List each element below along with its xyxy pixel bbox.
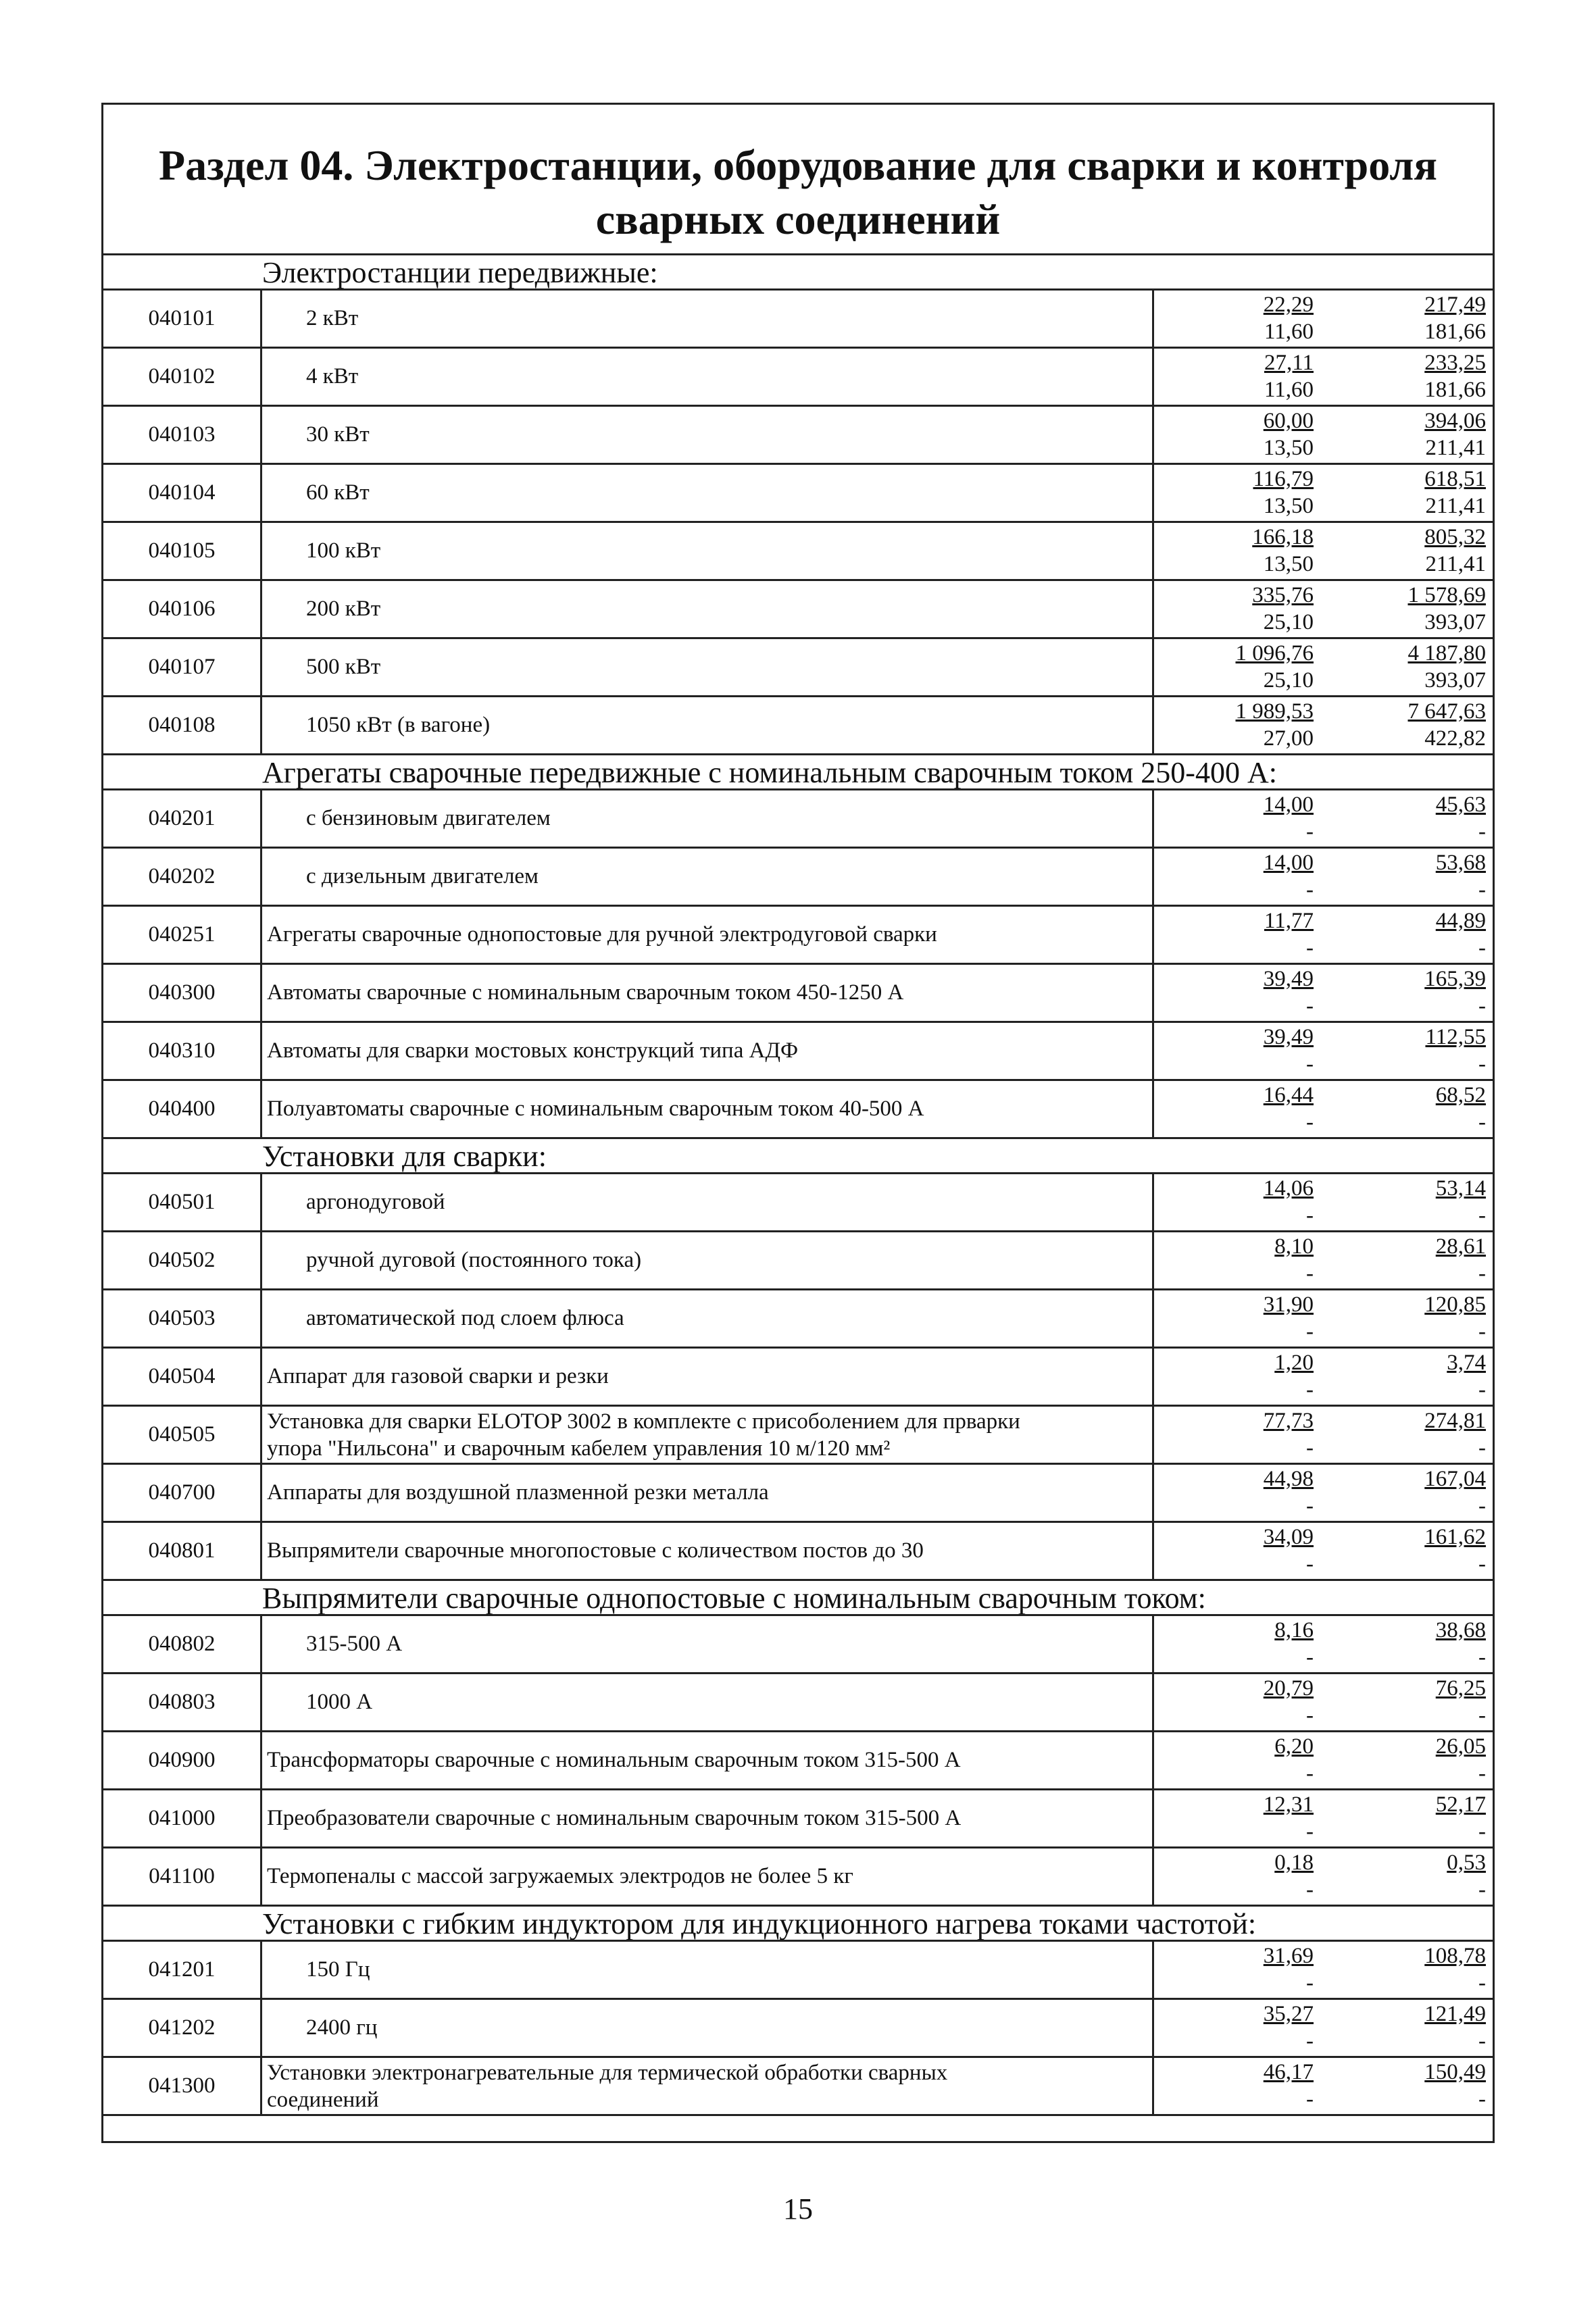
wage-value-2: - [1478,2087,1486,2111]
wage-value-2: - [1478,2029,1486,2053]
price-value-2: 165,39 [1424,967,1486,991]
row-values [1152,1407,1493,1463]
row-values [1152,1942,1493,1998]
price-value-1: 27,11 [1264,351,1314,375]
price-value-1: 39,49 [1263,967,1314,991]
row-values [1152,581,1493,637]
row-name: Выпрямители сварочные многопостовые с количеством постов до 30 [267,1538,924,1563]
price-value-1: 335,76 [1252,583,1314,607]
wage-value-1: 25,10 [1263,610,1314,634]
wage-value-2: - [1478,1319,1486,1344]
table-row [103,847,1493,905]
price-value-1: 34,09 [1263,1525,1314,1549]
table-row [103,1347,1493,1405]
table-row [103,1230,1493,1288]
wage-value-1: - [1306,1319,1314,1344]
row-values [1152,907,1493,963]
wage-value-2: - [1478,994,1486,1018]
price-value-1: 8,10 [1274,1234,1314,1259]
price-value-1: 1 096,76 [1235,641,1314,665]
row-code: 040310 [103,1023,262,1079]
row-name: 4 кВт [306,364,359,388]
wage-value-2: - [1478,1819,1486,1844]
wage-value-2: - [1478,1436,1486,1460]
price-value-2: 76,25 [1435,1676,1486,1701]
table-row [103,347,1493,405]
row-code: 040108 [103,697,262,753]
row-values [1152,1174,1493,1230]
row-name: автоматической под слоем флюса [306,1306,624,1330]
price-value-2: 68,52 [1435,1083,1486,1107]
row-values [1152,1023,1493,1079]
section-title [103,139,1493,247]
table-row [103,788,1493,847]
wage-value-1: - [1306,1819,1314,1844]
row-name: Термопеналы с массой загружаемых электродов не более 5 кг [267,1864,853,1888]
wage-value-1: - [1306,1203,1314,1228]
price-table [103,253,1493,2116]
price-value-1: 44,98 [1263,1467,1314,1491]
row-name-line-1: Установка для сварки ELOTOP 3002 в комплекте с присоболением для прварки [267,1409,1020,1434]
group-header [103,1137,1493,1172]
table-row [103,1940,1493,1998]
price-value-2: 217,49 [1424,293,1486,317]
price-value-2: 120,85 [1424,1292,1486,1317]
row-values [1152,2058,1493,2114]
wage-value-2: 211,41 [1425,494,1486,518]
row-name: 30 кВт [306,422,370,447]
wage-value-1: - [1306,1052,1314,1076]
price-value-1: 46,17 [1263,2060,1314,2084]
group-header-label: Электростанции передвижные: [262,256,658,289]
row-name: с дизельным двигателем [306,864,539,888]
price-value-1: 31,90 [1263,1292,1314,1317]
price-value-2: 394,06 [1424,409,1486,433]
price-value-1: 166,18 [1252,525,1314,549]
row-code: 040503 [103,1290,262,1347]
row-code: 041201 [103,1942,262,1998]
wage-value-1: - [1306,1761,1314,1786]
table-row [103,1079,1493,1137]
row-code: 040900 [103,1732,262,1788]
price-value-1: 8,16 [1274,1618,1314,1642]
row-name [267,2058,1247,2115]
wage-value-2: - [1478,878,1486,902]
wage-value-2: - [1478,1645,1486,1669]
row-code: 041000 [103,1790,262,1846]
table-row [103,1172,1493,1230]
row-values [1152,1732,1493,1788]
group-header-label: Установки с гибким индуктором для индукционного нагрева токами частотой: [262,1907,1257,1940]
row-values [1152,849,1493,905]
row-name: Аппарат для газовой сварки и резки [267,1364,609,1388]
wage-value-1: - [1306,936,1314,960]
price-value-2: 45,63 [1435,793,1486,817]
row-code: 041202 [103,2000,262,2056]
row-code: 040102 [103,349,262,405]
price-value-1: 14,00 [1263,793,1314,817]
wage-value-1: - [1306,878,1314,902]
row-code: 040202 [103,849,262,905]
row-values [1152,1848,1493,1905]
table-row [103,521,1493,579]
wage-value-2: 211,41 [1425,436,1486,460]
wage-value-1: 13,50 [1263,552,1314,576]
row-name: 1000 А [306,1690,373,1714]
wage-value-1: - [1306,1552,1314,1576]
wage-value-2: - [1478,1761,1486,1786]
table-row [103,1998,1493,2056]
row-values [1152,1523,1493,1579]
wage-value-1: - [1306,1110,1314,1134]
wage-value-1: 13,50 [1263,436,1314,460]
wage-value-2: - [1478,1378,1486,1402]
row-values [1152,965,1493,1021]
row-name: Преобразователи сварочные с номинальным сварочным током 315-500 А [267,1806,962,1830]
table-row [103,405,1493,463]
table-row [103,695,1493,753]
table-row [103,963,1493,1021]
wage-value-2: - [1478,1494,1486,1518]
price-value-2: 121,49 [1424,2002,1486,2026]
wage-value-1: - [1306,1378,1314,1402]
row-values [1152,1349,1493,1405]
table-row [103,637,1493,695]
price-value-2: 7 647,63 [1407,699,1486,724]
wage-value-2: - [1478,1971,1486,1995]
group-header-label: Установки для сварки: [262,1140,547,1173]
row-name: 500 кВт [306,655,381,679]
row-values [1152,291,1493,347]
wage-value-1: - [1306,2087,1314,2111]
price-value-1: 22,29 [1263,293,1314,317]
row-code: 041300 [103,2058,262,2114]
wage-value-2: 393,07 [1424,668,1486,693]
price-value-1: 35,27 [1263,2002,1314,2026]
row-name: 200 кВт [306,597,381,621]
page-number: 15 [783,2192,813,2225]
price-value-2: 805,32 [1424,525,1486,549]
row-values [1152,1290,1493,1347]
title-line-1: Раздел 04. Электростанции, оборудование для сварки и контроля [159,141,1437,189]
table-row [103,1672,1493,1730]
price-value-1: 1,20 [1274,1351,1314,1375]
row-values [1152,1232,1493,1288]
row-name [267,1407,1247,1464]
wage-value-1: 11,60 [1264,320,1314,344]
row-code: 040201 [103,790,262,847]
price-value-2: 167,04 [1424,1467,1486,1491]
price-value-2: 0,53 [1447,1851,1486,1875]
wage-value-2: - [1478,1052,1486,1076]
row-values [1152,1790,1493,1846]
row-name-line-1: Установки электронагревательные для термической обработки сварных [267,2061,948,2085]
wage-value-1: - [1306,1878,1314,1902]
wage-value-1: - [1306,1971,1314,1995]
wage-value-1: - [1306,1645,1314,1669]
row-code: 040802 [103,1616,262,1672]
row-code: 040400 [103,1081,262,1137]
row-name: Автоматы сварочные с номинальным сварочным током 450-1250 А [267,980,904,1005]
row-code: 040107 [103,639,262,695]
wage-value-2: 211,41 [1425,552,1486,576]
row-values [1152,790,1493,847]
row-name: 150 Гц [306,1957,370,1982]
group-header [103,253,1493,288]
price-value-1: 1 989,53 [1235,699,1314,724]
row-name-line-2: упора "Нильсона" и сварочным кабелем управления 10 м/120 мм² [267,1436,891,1461]
table-row [103,1614,1493,1672]
table-row [103,1730,1493,1788]
row-values [1152,697,1493,753]
table-row [103,905,1493,963]
row-name: 1050 кВт (в вагоне) [306,713,491,737]
price-value-2: 26,05 [1435,1734,1486,1759]
wage-value-1: - [1306,1703,1314,1728]
row-name: Аппараты для воздушной плазменной резки металла [267,1480,769,1505]
price-value-1: 39,49 [1263,1025,1314,1049]
price-value-2: 1 578,69 [1407,583,1486,607]
row-values [1152,349,1493,405]
price-value-2: 3,74 [1447,1351,1486,1375]
price-value-2: 28,61 [1435,1234,1486,1259]
row-values [1152,1616,1493,1672]
wage-value-2: - [1478,1203,1486,1228]
table-row [103,1846,1493,1905]
row-code: 040300 [103,965,262,1021]
wage-value-2: - [1478,1878,1486,1902]
row-name: ручной дуговой (постоянного тока) [306,1248,642,1272]
price-value-1: 116,79 [1253,467,1314,491]
table-row [103,579,1493,637]
price-value-1: 11,77 [1264,909,1314,933]
table-row [103,463,1493,521]
row-code: 040700 [103,1465,262,1521]
row-values [1152,465,1493,521]
wage-value-2: 393,07 [1424,610,1486,634]
wage-value-1: 25,10 [1263,668,1314,693]
price-value-2: 53,68 [1435,851,1486,875]
row-code: 040103 [103,407,262,463]
price-value-2: 52,17 [1435,1792,1486,1817]
price-value-1: 6,20 [1274,1734,1314,1759]
table-row [103,1405,1493,1463]
table-row [103,288,1493,347]
wage-value-2: 422,82 [1424,726,1486,751]
row-code: 040106 [103,581,262,637]
row-name: Трансформаторы сварочные с номинальным сварочным током 315-500 А [267,1748,961,1772]
price-value-2: 161,62 [1424,1525,1486,1549]
price-value-1: 14,06 [1263,1176,1314,1201]
row-name: аргонодуговой [306,1190,445,1214]
price-value-2: 38,68 [1435,1618,1486,1642]
table-row [103,1021,1493,1079]
price-value-1: 77,73 [1263,1409,1314,1433]
row-name: Автоматы для сварки мостовых конструкций типа АДФ [267,1038,799,1063]
row-name: 315-500 А [306,1632,403,1656]
row-values [1152,523,1493,579]
row-values [1152,2000,1493,2056]
price-value-2: 233,25 [1424,351,1486,375]
price-value-1: 31,69 [1263,1944,1314,1968]
group-header [103,753,1493,788]
price-value-2: 44,89 [1435,909,1486,933]
row-name: Агрегаты сварочные однопостовые для ручной электродуговой сварки [267,922,937,947]
price-value-2: 274,81 [1424,1409,1486,1433]
price-value-1: 16,44 [1263,1083,1314,1107]
row-code: 040505 [103,1407,262,1463]
table-row [103,1463,1493,1521]
wage-value-1: - [1306,1436,1314,1460]
row-code: 040501 [103,1174,262,1230]
group-header [103,1579,1493,1614]
row-values [1152,639,1493,695]
group-header-label: Агрегаты сварочные передвижные с номинальным сварочным током 250-400 А: [262,756,1277,789]
wage-value-1: 11,60 [1264,378,1314,402]
table-row [103,1521,1493,1579]
wage-value-1: - [1306,2029,1314,2053]
wage-value-1: - [1306,820,1314,844]
wage-value-2: - [1478,1552,1486,1576]
row-code: 040502 [103,1232,262,1288]
wage-value-1: 27,00 [1263,726,1314,751]
row-values [1152,1465,1493,1521]
row-code: 040105 [103,523,262,579]
wage-value-2: 181,66 [1424,320,1486,344]
price-value-1: 60,00 [1263,409,1314,433]
wage-value-2: - [1478,1261,1486,1286]
price-value-2: 53,14 [1435,1176,1486,1201]
price-value-2: 112,55 [1425,1025,1486,1049]
row-values [1152,407,1493,463]
price-value-2: 618,51 [1424,467,1486,491]
price-value-2: 4 187,80 [1407,641,1486,665]
row-name: 2 кВт [306,306,359,330]
wage-value-2: - [1478,1110,1486,1134]
row-values [1152,1674,1493,1730]
row-name: 100 кВт [306,538,381,563]
price-value-1: 14,00 [1263,851,1314,875]
wage-value-2: - [1478,820,1486,844]
table-row [103,1788,1493,1846]
row-code: 040251 [103,907,262,963]
wage-value-2: - [1478,936,1486,960]
wage-value-1: 13,50 [1263,494,1314,518]
row-name: 2400 гц [306,2015,378,2040]
wage-value-1: - [1306,1261,1314,1286]
row-name: 60 кВт [306,480,370,505]
row-code: 040504 [103,1349,262,1405]
row-name: Полуавтоматы сварочные с номинальным сварочным током 40-500 А [267,1097,924,1121]
row-code: 040101 [103,291,262,347]
wage-value-2: - [1478,1703,1486,1728]
price-value-1: 20,79 [1263,1676,1314,1701]
title-line-2: сварных соединений [595,195,1001,243]
row-name-line-2: соединений [267,2088,379,2112]
table-row [103,2056,1493,2114]
wage-value-1: - [1306,1494,1314,1518]
row-code: 040803 [103,1674,262,1730]
wage-value-1: - [1306,994,1314,1018]
price-value-2: 108,78 [1424,1944,1486,1968]
price-value-1: 12,31 [1263,1792,1314,1817]
row-values [1152,1081,1493,1137]
row-name: с бензиновым двигателем [306,806,551,830]
row-code: 040104 [103,465,262,521]
row-code: 041100 [103,1848,262,1905]
wage-value-2: 181,66 [1424,378,1486,402]
group-header-label: Выпрямители сварочные однопостовые с номинальным сварочным током: [262,1582,1206,1615]
table-row [103,1288,1493,1347]
row-code: 040801 [103,1523,262,1579]
group-header [103,1905,1493,1940]
price-value-2: 150,49 [1424,2060,1486,2084]
price-value-1: 0,18 [1274,1851,1314,1875]
